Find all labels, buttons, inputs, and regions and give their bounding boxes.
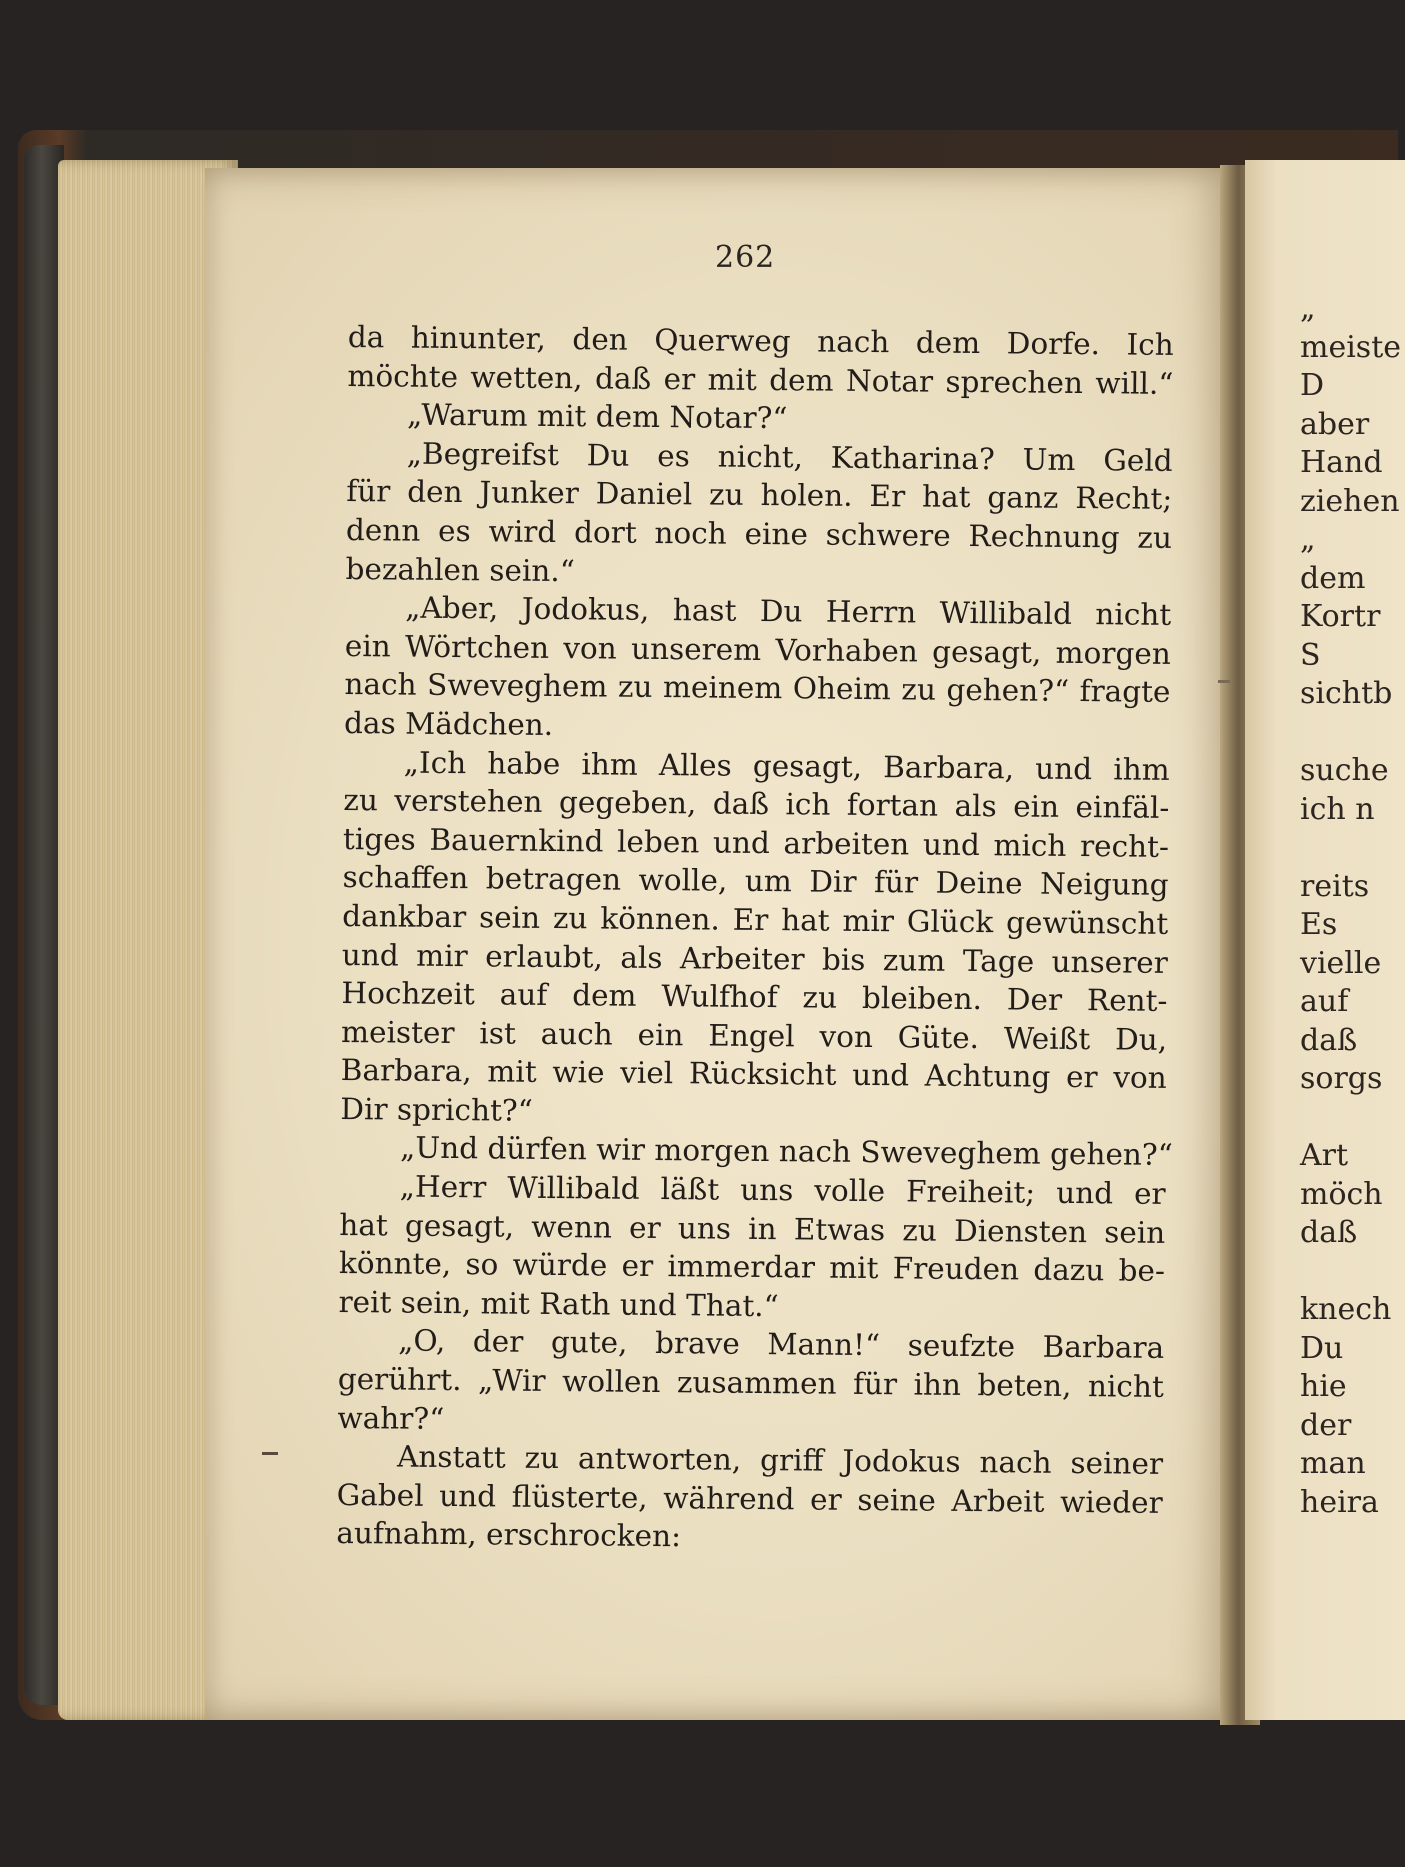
page-number: 262	[715, 240, 776, 275]
margin-mark	[262, 1452, 278, 1455]
text-line: „Ich habe ihm Alles gesagt, Barbara, und ihm	[403, 745, 1170, 787]
right-page-fragment: sorgs	[1300, 1061, 1383, 1096]
text-line: meister ist auch ein Engel von Güte. Weißt Du,	[340, 1014, 1168, 1057]
text-line: Barbara, mit wie viel Rücksicht und Achtung er von	[340, 1053, 1167, 1096]
text-line: nach Sweveghem zu meinem Oheim zu gehen?“ fragte	[344, 667, 1171, 710]
right-page-fragment: Kortr	[1300, 599, 1381, 634]
text-line: „Begreifst Du es nicht, Katharina? Um Geld	[406, 436, 1173, 478]
text-line: könnte, so würde er immerdar mit Freuden dazu be-	[338, 1246, 1166, 1289]
right-page-fragment	[1300, 714, 1400, 753]
right-page-fragment: S	[1300, 637, 1321, 673]
right-page-fragment: „	[1300, 522, 1316, 557]
right-page-fragment: ziehen	[1300, 483, 1400, 519]
text-line: wahr?“	[337, 1400, 445, 1436]
right-page-fragment: Es	[1300, 907, 1338, 942]
right-page-fragment: suche	[1300, 753, 1389, 788]
text-line: tiges Bauernkind leben und arbeiten und mich recht-	[342, 821, 1170, 864]
text-line: möchte wetten, daß er mit dem Notar sprechen will.“	[347, 358, 1174, 401]
text-line: dankbar sein zu können. Er hat mir Glück gewünscht	[342, 898, 1169, 941]
right-page-fragment: „	[1300, 291, 1316, 326]
right-page-fragment: Hand	[1300, 445, 1383, 480]
text-line: „Aber, Jodokus, hast Du Herrn Willibald nicht	[405, 590, 1172, 633]
right-page-fragment: knech	[1300, 1292, 1392, 1327]
right-page-text	[1300, 290, 1400, 1522]
right-page-fragment: vielle	[1300, 945, 1382, 981]
text-line: ein Wörtchen von unserem Vorhaben gesagt, morgen	[344, 628, 1171, 671]
right-page-fragment: Du	[1300, 1330, 1344, 1366]
right-page-fragment: man	[1300, 1446, 1366, 1481]
right-page-fragment: daß	[1300, 1022, 1358, 1058]
text-line: Dir spricht?“	[340, 1091, 533, 1128]
text-line: reit sein, mit Rath und That.“	[338, 1284, 779, 1324]
text-line: da hinunter, den Querweg nach dem Dorfe. Ich	[347, 319, 1174, 362]
right-page-fragment: meiste	[1300, 329, 1402, 365]
right-page-fragment: dem	[1300, 560, 1366, 596]
text-line: denn es wird dort noch eine schwere Rechnung zu	[345, 512, 1173, 555]
text-line: aufnahm, erschrocken:	[336, 1516, 682, 1554]
right-page-fragment: aber	[1300, 406, 1370, 442]
right-page-fragment: auf	[1300, 984, 1349, 1019]
right-page-fragment: der	[1300, 1407, 1352, 1443]
right-page-fragment: D	[1300, 368, 1325, 403]
text-line: Hochzeit auf dem Wulfhof zu bleiben. Der Rent-	[341, 976, 1168, 1018]
right-page-fragment	[1300, 1099, 1400, 1138]
text-line: für den Junker Daniel zu holen. Er hat ganz Recht;	[346, 474, 1173, 517]
text-line: „O, der gute, brave Mann!“ seufzte Barbara	[398, 1323, 1165, 1366]
text-line: bezahlen sein.“	[345, 551, 575, 588]
page-body-text	[336, 318, 1174, 1561]
right-page-fragment: heira	[1300, 1484, 1379, 1520]
margin-mark	[1218, 680, 1230, 683]
right-page-fragment: reits	[1300, 868, 1370, 904]
right-page-fragment	[1300, 829, 1400, 868]
text-line: Gabel und flüsterte, während er seine Arbeit wieder	[336, 1477, 1163, 1520]
right-page-fragment: daß	[1300, 1215, 1358, 1250]
text-line: zu verstehen gegeben, daß ich fortan als ein einfäl-	[343, 783, 1170, 826]
right-page-fragment: sichtb	[1300, 676, 1393, 711]
text-line: hat gesagt, wenn er uns in Etwas zu Diensten sein	[339, 1207, 1166, 1250]
right-page-fragment: ich n	[1300, 791, 1375, 827]
right-page-fragment: möch	[1300, 1176, 1383, 1212]
text-line: „Und dürfen wir morgen nach Sweveghem gehen?“	[399, 1131, 1173, 1173]
text-line: Anstatt zu antworten, griff Jodokus nach seiner	[396, 1439, 1164, 1482]
right-page-fragment: hie	[1300, 1369, 1347, 1404]
text-line: „Warum mit dem Notar?“	[406, 397, 788, 436]
text-line: das Mädchen.	[343, 705, 554, 742]
text-line: gerührt. „Wir wollen zusammen für ihn beten, nicht	[337, 1361, 1164, 1404]
text-line: und mir erlaubt, als Arbeiter bis zum Tage unserer	[341, 937, 1169, 980]
text-line: schaffen betragen wolle, um Dir für Deine Neigung	[342, 860, 1169, 903]
right-page-fragment: Art	[1300, 1138, 1349, 1173]
text-line: „Herr Willibald läßt uns volle Freiheit; und er	[399, 1169, 1166, 1211]
right-page-fragment	[1300, 1253, 1400, 1292]
